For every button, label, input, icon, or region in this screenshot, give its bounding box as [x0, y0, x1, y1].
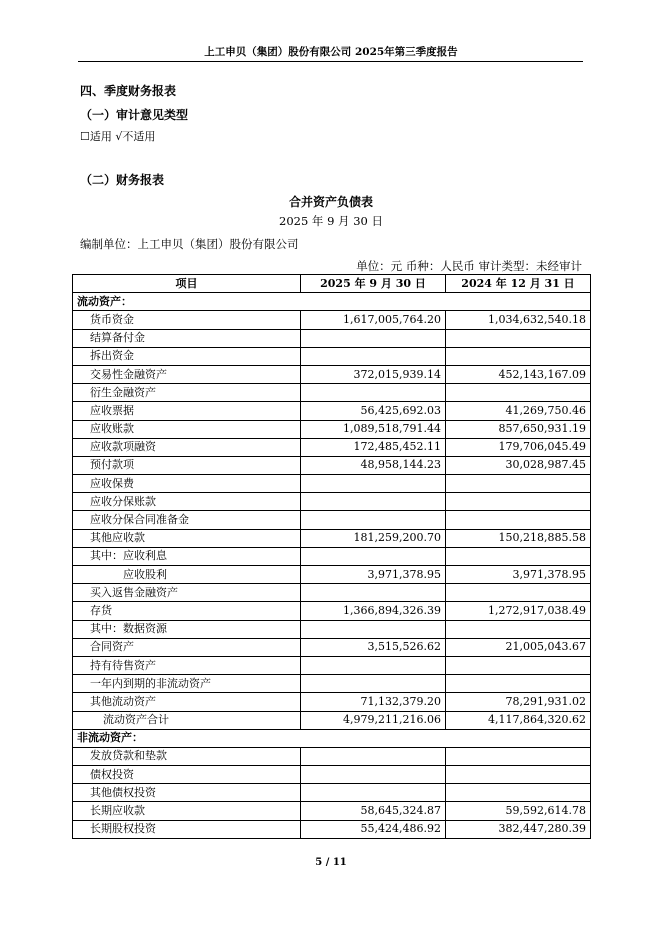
value-2024	[446, 384, 591, 402]
value-2024: 179,706,045.49	[446, 438, 591, 456]
value-2025: 1,617,005,764.20	[301, 311, 446, 329]
row-label: 持有待售资产	[73, 656, 301, 674]
table-row	[73, 329, 591, 347]
value-2024: 78,291,931.02	[446, 693, 591, 711]
table-row	[73, 475, 591, 493]
table-row	[73, 675, 591, 693]
table-row	[73, 656, 591, 674]
row-label: 货币资金	[73, 311, 301, 329]
table-row	[73, 456, 591, 474]
row-label: 应收分保合同准备金	[73, 511, 301, 529]
table-row	[73, 693, 591, 711]
value-2024: 59,592,614.78	[446, 802, 591, 820]
row-label: 应收票据	[73, 402, 301, 420]
table-row	[73, 820, 591, 838]
compiler-line: 编制单位：上工申贝（集团）股份有限公司	[80, 237, 299, 251]
row-label: 其中：数据资源	[73, 620, 301, 638]
table-row	[73, 602, 591, 620]
row-label: 其中：应收利息	[73, 547, 301, 565]
table-row	[73, 584, 591, 602]
value-2025: 1,366,894,326.39	[301, 602, 446, 620]
row-label: 应收分保账款	[73, 493, 301, 511]
value-2024: 1,272,917,038.49	[446, 602, 591, 620]
audit-heading: （一）审计意见类型	[80, 108, 189, 122]
row-label: 应收保费	[73, 475, 301, 493]
value-2024: 21,005,043.67	[446, 638, 591, 656]
value-2025	[301, 475, 446, 493]
table-row	[73, 438, 591, 456]
table-row	[73, 420, 591, 438]
row-label: 长期应收款	[73, 802, 301, 820]
row-label: 结算备付金	[73, 329, 301, 347]
table-row	[73, 566, 591, 584]
value-2025	[301, 766, 446, 784]
table-row	[73, 747, 591, 765]
row-label: 债权投资	[73, 766, 301, 784]
row-label: 一年内到期的非流动资产	[73, 675, 301, 693]
row-label: 其他应收款	[73, 529, 301, 547]
table-row	[73, 620, 591, 638]
section-label: 非流动资产：	[73, 729, 591, 747]
table-row	[73, 493, 591, 511]
value-2025: 181,259,200.70	[301, 529, 446, 547]
table-row	[73, 784, 591, 802]
value-2024	[446, 784, 591, 802]
table-row	[73, 384, 591, 402]
table-row	[73, 365, 591, 383]
value-2024	[446, 747, 591, 765]
row-label: 买入返售金融资产	[73, 584, 301, 602]
header-rule	[78, 61, 583, 62]
value-2025: 372,015,939.14	[301, 365, 446, 383]
value-2025: 172,485,452.11	[301, 438, 446, 456]
value-2025: 3,515,526.62	[301, 638, 446, 656]
row-label: 其他流动资产	[73, 693, 301, 711]
value-2024: 150,218,885.58	[446, 529, 591, 547]
value-2025: 58,645,324.87	[301, 802, 446, 820]
value-2024: 1,034,632,540.18	[446, 311, 591, 329]
row-label: 应收账款	[73, 420, 301, 438]
value-2024: 857,650,931.19	[446, 420, 591, 438]
value-2024: 3,971,378.95	[446, 566, 591, 584]
value-2025	[301, 511, 446, 529]
table-row	[73, 402, 591, 420]
value-2024	[446, 511, 591, 529]
value-2025	[301, 547, 446, 565]
row-label: 合同资产	[73, 638, 301, 656]
value-2024: 4,117,864,320.62	[446, 711, 591, 729]
row-label: 应收款项融资	[73, 438, 301, 456]
row-label: 交易性金融资产	[73, 365, 301, 383]
value-2024	[446, 675, 591, 693]
table-row	[73, 802, 591, 820]
report-title: 合并资产负债表	[288, 195, 373, 209]
table-row	[73, 711, 591, 729]
col-header-2025: 2025 年 9 月 30 日	[301, 275, 446, 293]
col-header-item: 项目	[73, 275, 301, 293]
value-2024	[446, 656, 591, 674]
page-number: 5 / 11	[315, 857, 347, 868]
row-label: 预付款项	[73, 456, 301, 474]
value-2025	[301, 656, 446, 674]
value-2025: 4,979,211,216.06	[301, 711, 446, 729]
row-label: 发放贷款和垫款	[73, 747, 301, 765]
value-2025	[301, 675, 446, 693]
units-line: 单位：元 币种：人民币 审计类型：未经审计	[356, 259, 582, 273]
value-2024	[446, 329, 591, 347]
value-2024: 30,028,987.45	[446, 456, 591, 474]
value-2024	[446, 475, 591, 493]
section-title: 四、季度财务报表	[80, 84, 177, 98]
value-2025	[301, 384, 446, 402]
table-row	[73, 529, 591, 547]
row-label: 拆出资金	[73, 347, 301, 365]
page-header: 上工申贝（集团）股份有限公司 2025年第三季度报告	[204, 46, 458, 58]
value-2024	[446, 766, 591, 784]
table-row	[73, 311, 591, 329]
value-2025: 55,424,486.92	[301, 820, 446, 838]
report-date: 2025 年 9 月 30 日	[279, 214, 383, 228]
table-header-row	[73, 275, 591, 293]
value-2024	[446, 493, 591, 511]
table-row	[73, 729, 591, 747]
row-label: 应收股利	[73, 566, 301, 584]
value-2025: 71,132,379.20	[301, 693, 446, 711]
value-2025	[301, 329, 446, 347]
table-row	[73, 547, 591, 565]
value-2025	[301, 620, 446, 638]
value-2024: 382,447,280.39	[446, 820, 591, 838]
value-2024	[446, 620, 591, 638]
balance-sheet-table	[72, 274, 591, 839]
col-header-2024: 2024 年 12 月 31 日	[446, 275, 591, 293]
section-label: 流动资产：	[73, 293, 591, 311]
row-label: 其他债权投资	[73, 784, 301, 802]
value-2025	[301, 747, 446, 765]
value-2024	[446, 547, 591, 565]
table-row	[73, 511, 591, 529]
audit-options: ☐适用 √不适用	[80, 130, 156, 143]
value-2025	[301, 347, 446, 365]
row-label: 流动资产合计	[73, 711, 301, 729]
value-2025: 1,089,518,791.44	[301, 420, 446, 438]
fs-heading: （二）财务报表	[80, 173, 165, 187]
row-label: 衍生金融资产	[73, 384, 301, 402]
value-2025: 3,971,378.95	[301, 566, 446, 584]
value-2025	[301, 784, 446, 802]
value-2024: 452,143,167.09	[446, 365, 591, 383]
table-row	[73, 293, 591, 311]
table-row	[73, 766, 591, 784]
value-2025	[301, 584, 446, 602]
row-label: 存货	[73, 602, 301, 620]
table-row	[73, 638, 591, 656]
value-2025: 48,958,144.23	[301, 456, 446, 474]
value-2025	[301, 493, 446, 511]
row-label: 长期股权投资	[73, 820, 301, 838]
value-2025: 56,425,692.03	[301, 402, 446, 420]
value-2024	[446, 584, 591, 602]
value-2024	[446, 347, 591, 365]
value-2024: 41,269,750.46	[446, 402, 591, 420]
table-row	[73, 347, 591, 365]
